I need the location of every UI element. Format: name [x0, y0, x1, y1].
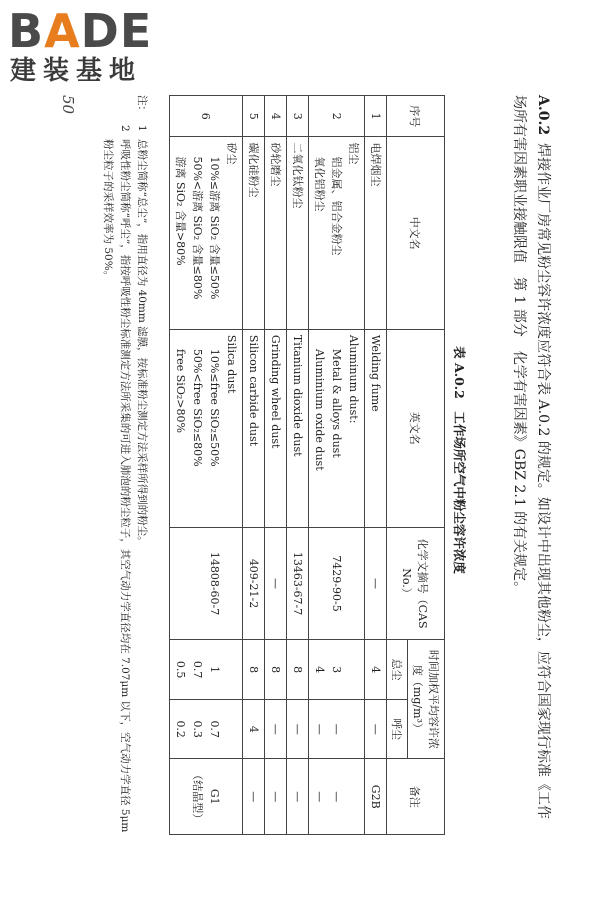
cell-line: Silicon carbide dust	[247, 334, 260, 447]
cell-line	[223, 764, 240, 829]
cell-line	[172, 533, 189, 635]
cell-line: G1	[208, 788, 221, 805]
cell-line: 8	[247, 666, 260, 674]
header-en: 英文名	[387, 329, 445, 527]
cell-line: 13463-67-7	[291, 551, 304, 616]
cell-line: 4	[313, 666, 326, 674]
header-remark: 备注	[387, 759, 445, 835]
table-row	[287, 96, 309, 835]
cell-line: 8	[269, 666, 282, 674]
cell-line: —	[269, 723, 282, 735]
header-resp: 呼尘	[387, 699, 408, 759]
cell-line: —	[330, 791, 343, 803]
header-twa: 时间加权平均容许浓度（mg/m³）	[408, 640, 445, 759]
cell-line: —	[369, 578, 382, 590]
cell-line	[223, 705, 240, 754]
logo-brand: BADE	[8, 4, 153, 58]
dust-limit-table	[169, 95, 445, 835]
cell-line: —	[330, 723, 343, 735]
cell-line: 4	[247, 725, 260, 733]
cell-cn	[309, 137, 365, 329]
cell-cn	[287, 137, 309, 329]
cell-line: —	[369, 723, 382, 735]
cell-line: Welding fume	[369, 334, 382, 412]
cell-total	[309, 640, 365, 700]
cell-remark	[365, 759, 387, 835]
cell-line	[345, 764, 362, 829]
table-body	[170, 96, 387, 835]
cell-cas	[287, 527, 309, 640]
cell-resp	[365, 699, 387, 759]
cell-total	[170, 640, 243, 700]
cell-line: 二氧化钛粉尘	[291, 142, 304, 209]
cell-cas	[309, 527, 365, 640]
cell-line	[345, 533, 362, 635]
header-seq: 序号	[387, 96, 445, 137]
cell-line: 铝尘	[347, 142, 360, 165]
cell-line: free SiO₂>80%	[174, 348, 187, 433]
cell-seq: 1	[365, 96, 387, 137]
cell-total	[287, 640, 309, 700]
cell-en	[265, 329, 287, 527]
cell-line: 0.3	[191, 720, 204, 738]
cell-line	[311, 533, 328, 635]
cell-cn	[265, 137, 287, 329]
cell-line: —	[269, 578, 282, 590]
table-row	[265, 96, 287, 835]
logo-chinese: 建装基地	[10, 56, 143, 86]
cell-remark	[287, 759, 309, 835]
note-text: 呼吸性粉尘简称“呼尘”，指按呼吸性粉尘标准测定方法所采集的可进入肺泡的粉尘粒子，其空气动力学直径均在 7.07μm 以下，空气动力学直径 5μm 粉尘粒子的采样效率为 50%。	[102, 139, 131, 833]
cell-line: G2B	[369, 784, 382, 809]
cell-line	[189, 533, 206, 635]
cell-en	[243, 329, 265, 527]
cell-line: 0.2	[174, 720, 187, 738]
cell-line: Grinding wheel dust	[269, 334, 282, 449]
cell-cas	[265, 527, 287, 640]
cell-line: —	[291, 791, 304, 803]
cell-line: 碳化硅粉尘	[247, 142, 260, 198]
notes-label: 注：	[136, 95, 148, 116]
cell-line: —	[247, 791, 260, 803]
cell-remark	[243, 759, 265, 835]
header-total: 总尘	[387, 640, 408, 700]
cell-line: Aluminum dust:	[347, 334, 360, 424]
cell-line: —	[313, 791, 326, 803]
cell-line: 7429-90-5	[330, 555, 343, 612]
cell-seq: 6	[170, 96, 243, 137]
cell-cas	[365, 527, 387, 640]
cell-seq: 5	[243, 96, 265, 137]
cell-line: 铝金属、铝合金粉尘	[330, 156, 343, 256]
cell-total	[243, 640, 265, 700]
table-row	[243, 96, 265, 835]
cell-line: 电焊烟尘	[369, 142, 382, 187]
cell-line: Metal & alloys dust	[330, 348, 343, 458]
note-text: 总粉尘简称“总尘”，指用直径为 40mm 滤膜，按标准粉尘测定方法采样所得到的粉尘。	[136, 139, 148, 547]
rotated-page	[55, 95, 555, 855]
cell-line	[345, 645, 362, 694]
cell-line: 0.7	[208, 720, 221, 738]
table-row	[365, 96, 387, 835]
table-caption: 表 A.0.2 工作场所空气中粉尘容许浓度	[452, 346, 467, 574]
cell-resp	[309, 699, 365, 759]
cell-line: 10%≤free SiO₂≤50%	[208, 348, 221, 467]
cell-line: 14808-60-7	[208, 551, 221, 616]
header-cas: 化学文摘号（CAS No.）	[387, 527, 445, 640]
cell-cn	[365, 137, 387, 329]
cell-cn	[243, 137, 265, 329]
cell-line: 3	[330, 666, 343, 674]
cell-line: 氧化铝粉尘	[313, 156, 326, 212]
cell-line	[345, 705, 362, 754]
cell-en	[309, 329, 365, 527]
notes	[99, 95, 150, 835]
cell-line: 砂轮磨尘	[269, 142, 282, 187]
section-number: A.0.2	[535, 95, 551, 136]
cell-line: 4	[369, 666, 382, 674]
cell-line: （结晶型）	[191, 769, 204, 825]
cell-line: 409-21-2	[247, 558, 260, 609]
cell-line: 50%<游离 SiO₂ 含量≤80%	[191, 156, 204, 300]
cell-line: —	[291, 723, 304, 735]
cell-line	[223, 533, 240, 635]
cell-cas	[170, 527, 243, 640]
cell-line: Silica dust	[225, 334, 238, 394]
cell-resp	[170, 699, 243, 759]
table-row	[309, 96, 365, 835]
cell-line	[172, 764, 189, 829]
intro-paragraph	[507, 95, 555, 825]
cell-resp	[287, 699, 309, 759]
cell-line: 50%<free SiO₂≤80%	[191, 348, 204, 467]
cell-line: 游离 SiO₂ 含量>80%	[174, 156, 187, 266]
cell-line: —	[269, 791, 282, 803]
cell-seq: 4	[265, 96, 287, 137]
cell-cn	[170, 137, 243, 329]
cell-line: 1	[208, 666, 221, 674]
table-row	[170, 96, 243, 835]
page-number: 50	[59, 95, 77, 115]
cell-en	[170, 329, 243, 527]
cell-line	[223, 645, 240, 694]
header-cn: 中文名	[387, 137, 445, 329]
cell-seq: 2	[309, 96, 365, 137]
cell-line: 0.7	[191, 660, 204, 679]
cell-line: Titanium dioxide dust	[291, 334, 304, 457]
intro-text: 焊接作业厂房常见粉尘容许浓度应符合表 A.0.2 的规定。如设计中出现其他粉尘，应符合国家现行标准《工作场所有害因素职业接触限值 第 1 部分 化学有害因素》GBZ 2.1 的有关规定。	[511, 95, 551, 819]
cell-seq: 3	[287, 96, 309, 137]
cell-remark	[265, 759, 287, 835]
logo	[8, 6, 188, 90]
note-number: 2	[119, 125, 131, 132]
cell-total	[365, 640, 387, 700]
cell-en	[365, 329, 387, 527]
cell-line: 0.5	[174, 660, 187, 679]
cell-remark	[170, 759, 243, 835]
cell-line: 10%≤游离 SiO₂ 含量≤50%	[208, 156, 221, 300]
cell-en	[287, 329, 309, 527]
cell-total	[265, 640, 287, 700]
cell-remark	[309, 759, 365, 835]
cell-resp	[265, 699, 287, 759]
cell-line: 8	[291, 666, 304, 674]
cell-line: —	[313, 723, 326, 735]
cell-resp	[243, 699, 265, 759]
cell-line: 矽尘	[225, 142, 238, 165]
cell-line: Aluminium oxide dust	[313, 348, 326, 471]
note-number: 1	[136, 125, 148, 132]
cell-cas	[243, 527, 265, 640]
